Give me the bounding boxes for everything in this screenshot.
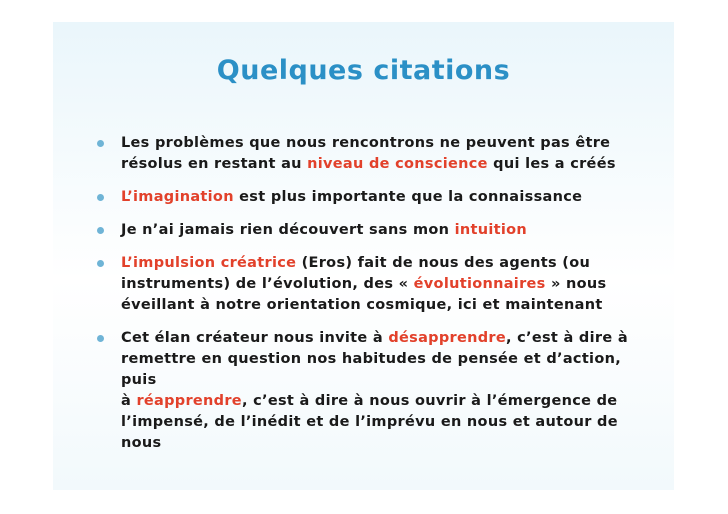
quote-4-line-3: éveillant à notre orientation cosmique, ici et maintenant: [121, 297, 603, 313]
quote-5-line-4: l’impensé, de l’inédit et de l’imprévu en nous et autour de nous: [121, 414, 618, 451]
quote-5-highlight-1: désapprendre: [388, 330, 506, 346]
quote-1-line-1: Les problèmes que nous rencontrons ne peuvent pas être: [121, 135, 611, 151]
slide-title: Quelques citations: [216, 55, 511, 86]
quote-list: [90, 133, 650, 466]
quote-item-5: [90, 328, 650, 454]
quote-4-highlight-1: L’impulsion créatrice: [121, 255, 297, 271]
bullet-dot-icon: [97, 260, 104, 267]
quote-4-highlight-2: évolutionnaires: [413, 276, 546, 292]
quote-2-text: est plus importante que la connaissance: [233, 189, 583, 205]
quote-5-line-3-end: , c’est à dire à nous ouvrir à l’émergence de: [241, 393, 618, 409]
quote-3-highlight: intuition: [454, 222, 528, 238]
quote-1-line-2-start: résolus en restant au: [121, 156, 308, 172]
quote-5-line-3-start: à: [121, 393, 137, 409]
quote-4-line-2-end: » nous: [545, 276, 607, 292]
quote-5-highlight-2: réapprendre: [136, 393, 242, 409]
quote-2-highlight: L’imagination: [121, 189, 234, 205]
bullet-dot-icon: [97, 194, 104, 201]
quote-item-1: [90, 133, 650, 175]
bullet-dot-icon: [97, 140, 104, 147]
bullet-dot-icon: [97, 335, 104, 342]
quote-1-highlight: niveau de conscience: [307, 156, 488, 172]
slide: [53, 22, 674, 490]
quote-3-text: Je n’ai jamais rien découvert sans mon: [121, 222, 455, 238]
quote-5-line-2: remettre en question nos habitudes de pensée et d’action, puis: [121, 351, 622, 388]
quote-1-line-2-end: qui les a créés: [487, 156, 616, 172]
quote-item-2: [90, 187, 650, 208]
quote-5-line-1-start: Cet élan créateur nous invite à: [121, 330, 389, 346]
quote-4-line-1-end: (Eros) fait de nous des agents (ou: [296, 255, 591, 271]
quote-4-line-2-start: instruments) de l’évolution, des «: [121, 276, 414, 292]
quote-item-4: [90, 253, 650, 316]
quote-item-3: [90, 220, 650, 241]
quote-5-line-1-end: , c’est à dire à: [506, 330, 628, 346]
bullet-dot-icon: [97, 227, 104, 234]
